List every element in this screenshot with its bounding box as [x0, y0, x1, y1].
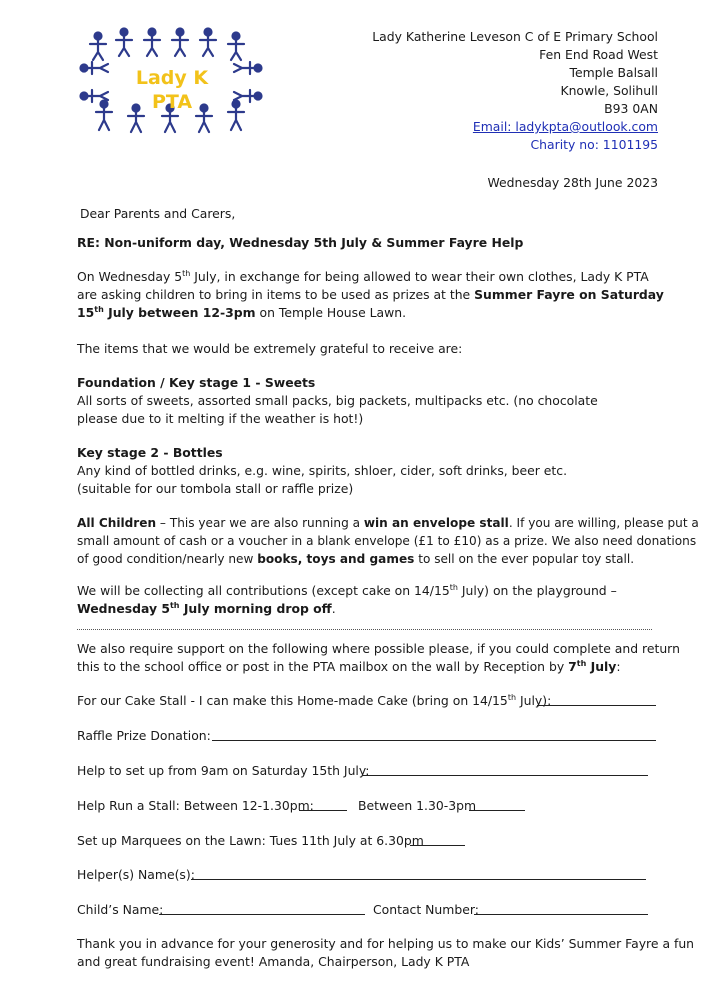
closing-paragraph — [77, 935, 694, 971]
letter-date: Wednesday 28th June 2023 — [487, 175, 658, 190]
logo-text: Lady K PTA — [135, 67, 209, 113]
salutation: Dear Parents and Carers, — [80, 206, 236, 221]
all-children-bold: win an envelope stall — [363, 516, 509, 530]
support-line: We also require support on the following where possible please, if you could complete and return — [77, 641, 680, 656]
intro-bold: July between 12-3pm — [103, 305, 256, 320]
address-town: Knowle, Solihull — [560, 83, 658, 98]
child-name-field[interactable] — [159, 914, 365, 915]
charity-number: Charity no: 1101195 — [530, 137, 658, 152]
ks2-line: (suitable for our tombola stall or raffle prize) — [77, 481, 354, 496]
superscript: th — [169, 600, 180, 610]
superscript: th — [449, 582, 458, 592]
raffle-field[interactable] — [212, 740, 656, 741]
cake-stall-text: July): — [516, 693, 552, 708]
contact-field[interactable] — [474, 914, 648, 915]
ks2-line: Any kind of bottled drinks, e.g. wine, spirits, shloer, cider, soft drinks, beer etc. — [77, 463, 568, 478]
intro-bold: 15 — [77, 305, 95, 320]
re-line: RE: Non-uniform day, Wednesday 5th July & Summer Fayre Help — [77, 235, 524, 250]
collection-bold: July morning drop off — [179, 601, 332, 616]
ks2-section — [77, 444, 567, 498]
closing-line: Thank you in advance for your generosity and for helping us to make our Kids’ Summer Fayre a fun — [77, 936, 695, 951]
pta-logo — [76, 24, 266, 136]
intro-text: On Wednesday 5 — [77, 269, 183, 284]
collection-text: We will be collecting all contributions (except cake on 14/15 — [77, 583, 450, 598]
all-children-line: small amount of cash or a voucher in a blank envelope (£1 to £10) as a prize. We also need donations — [77, 534, 697, 548]
cake-stall-field[interactable] — [537, 705, 656, 706]
contact-label: Contact Number: — [373, 902, 479, 917]
setup-label: Help to set up from 9am on Saturday 15th July: — [77, 763, 370, 778]
marquees-field[interactable] — [410, 845, 465, 846]
email-link[interactable]: Email: ladykpta@outlook.com — [472, 119, 658, 134]
intro-paragraph — [77, 268, 664, 322]
all-children-text: – This year we are also running a — [156, 516, 364, 530]
address-postcode: B93 0AN — [604, 101, 658, 116]
support-bold: July — [586, 659, 617, 674]
foundation-line: All sorts of sweets, assorted small packs, big packets, multipacks etc. (no chocolate — [77, 393, 598, 408]
address-locality: Temple Balsall — [569, 65, 658, 80]
all-children-text: of good condition/nearly new — [77, 552, 258, 566]
setup-field[interactable] — [362, 775, 648, 776]
all-children-heading: All Children — [77, 516, 157, 530]
foundation-heading: Foundation / Key stage 1 - Sweets — [77, 375, 316, 390]
address-block — [372, 28, 658, 154]
closing-line: and great fundraising event! Amanda, Chairperson, Lady K PTA — [77, 954, 470, 969]
stall-late-label: Between 1.30-3pm — [358, 798, 477, 813]
collection-bold: Wednesday 5 — [77, 601, 170, 616]
stall-late-field[interactable] — [469, 810, 525, 811]
foundation-line: please due to it melting if the weather is hot!) — [77, 411, 364, 426]
all-children-text: to sell on the ever popular toy stall. — [414, 552, 635, 566]
intro-text: on Temple House Lawn. — [255, 305, 407, 320]
all-children-text: . If you are willing, please put a — [508, 516, 699, 530]
school-name: Lady Katherine Leveson C of E Primary School — [372, 29, 658, 44]
stall-early-field[interactable] — [299, 810, 347, 811]
helpers-field[interactable] — [191, 879, 646, 880]
helpers-label: Helper(s) Name(s): — [77, 867, 195, 882]
collection-text: July) on the playground – — [457, 583, 617, 598]
intro-bold: Summer Fayre on Saturday — [474, 287, 664, 302]
raffle-label: Raffle Prize Donation: — [77, 728, 211, 743]
support-bold: 7 — [568, 659, 577, 674]
child-name-label: Child’s Name: — [77, 902, 164, 917]
cake-stall-label — [77, 692, 551, 710]
stall-early-label: Help Run a Stall: Between 12-1.30pm: — [77, 798, 314, 813]
address-street: Fen End Road West — [539, 47, 658, 62]
marquees-label: Set up Marquees on the Lawn: Tues 11th July at 6.30pm — [77, 833, 424, 848]
superscript: th — [182, 268, 191, 278]
intro-text: July, in exchange for being allowed to wear their own clothes, Lady K PTA — [190, 269, 649, 284]
all-children-section — [77, 514, 699, 568]
support-text: : — [616, 659, 621, 674]
superscript: th — [576, 658, 587, 668]
all-children-bold: books, toys and games — [257, 552, 415, 566]
support-text: this to the school office or post in the PTA mailbox on the wall by Reception by — [77, 659, 569, 674]
superscript: th — [507, 692, 517, 702]
superscript: th — [94, 304, 104, 314]
cake-stall-text: For our Cake Stall - I can make this Home-made Cake (bring on 14/15 — [77, 693, 508, 708]
collection-paragraph — [77, 582, 617, 618]
items-intro: The items that we would be extremely grateful to receive are: — [77, 341, 463, 356]
dotted-divider — [77, 629, 652, 630]
foundation-section — [77, 374, 598, 428]
intro-text: are asking children to bring in items to be used as prizes at the — [77, 287, 475, 302]
ks2-heading: Key stage 2 - Bottles — [77, 445, 223, 460]
collection-text: . — [331, 601, 336, 616]
support-paragraph — [77, 640, 680, 676]
